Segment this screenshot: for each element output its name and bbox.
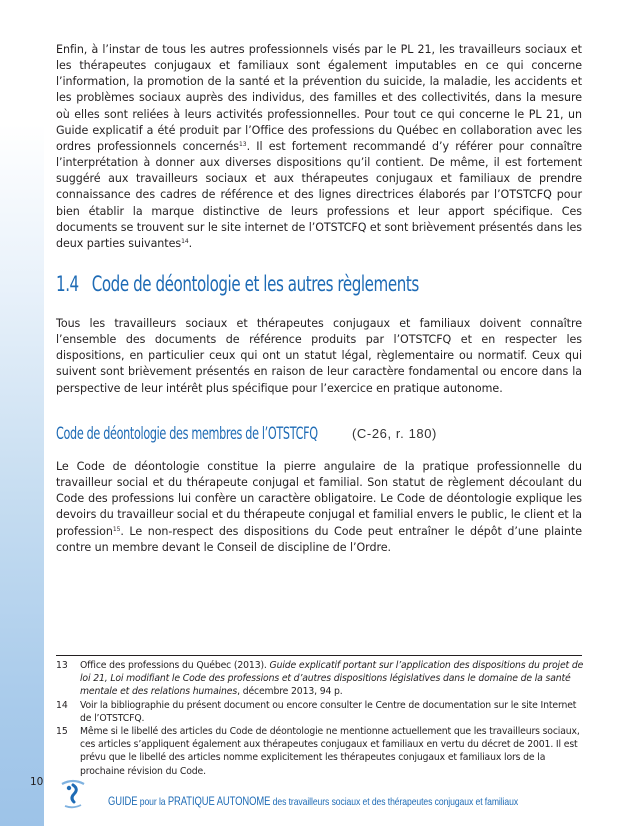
intro-line: et les thérapeutes conjugaux et familiaux sont également imputables en ce qui concerne bbox=[56, 43, 582, 73]
section-line: dispositions, en particulier ceux qui ont un statut légal, règlementaire ou normatif. Ceux bbox=[56, 349, 561, 363]
footer-rest: des travailleurs sociaux et des thérapeutes conjugaux et familiaux bbox=[270, 796, 519, 808]
section-line: qui suivent sont brièvement présentés en raison de leur caractère fondamental ou encore bbox=[56, 349, 582, 379]
footer-pour-la: pour la bbox=[137, 796, 168, 808]
footnote-text: Voir la bibliographie du présent document ou encore consulter le Centre de documentation sur le site Internet de l’OTSTCFQ. bbox=[80, 699, 577, 724]
footnote-number: 13 bbox=[56, 660, 68, 671]
intro-line: spécifique. Ces documents se trouvent sur le site internet de l’OTSTCFQ et sont brièvement bbox=[56, 204, 583, 234]
intro-line: le PL 21, un Guide explicatif a été produit par l’Office des professions du Québec en bbox=[56, 107, 582, 137]
code-paragraph bbox=[56, 459, 582, 556]
footnote-ref-13[interactable]: 13 bbox=[239, 140, 247, 148]
footnote-ref-15[interactable]: 15 bbox=[112, 525, 121, 533]
footnote-number: 15 bbox=[56, 726, 68, 738]
intro-line: . Il est fortement recommandé d’y bbox=[246, 139, 450, 153]
intro-line: même, il est fortement suggéré aux travailleurs sociaux et aux thérapeutes conjugaux et bbox=[56, 156, 582, 186]
intro-paragraph bbox=[56, 42, 582, 252]
footnote-15 bbox=[56, 725, 586, 778]
left-gradient-band bbox=[0, 0, 44, 826]
intro-line: collaboration avec les ordres professionnels concernés bbox=[56, 123, 582, 153]
section-title: Code de déontologie et les autres règlements bbox=[91, 272, 419, 296]
code-line: du Code des professions lui confère un caractère obligatoire. Le Code de déontologie bbox=[56, 476, 582, 506]
code-line: Le Code de déontologie constitue la pierre angulaire de la pratique professionnelle du bbox=[56, 460, 582, 473]
subsection-title: Code de déontologie des membres de l’OTSTCFQ bbox=[56, 424, 318, 444]
page-number: 10 bbox=[30, 776, 44, 788]
footnote-13 bbox=[56, 659, 586, 699]
footnote-text: Même si le libellé des articles du Code de déontologie ne mentionne actuellement que les travailleurs sociaux, ces articles s’appliquent également aux thérapeutes conjugaux et familiaux en vertu du décret de 2001. Il est prévu que le libellé des articles nomme explicitement les thérapeutes conjugaux et familiaux lors de la prochaine révision du Code. bbox=[80, 726, 580, 777]
intro-line: mesure où elles sont reliées à leurs activités professionnelles. Pour tout ce qui concerne bbox=[56, 91, 582, 121]
section-line: l’ensemble des documents de référence produits par l’OTSTCFQ et en respecter les bbox=[56, 333, 582, 347]
code-line: travailleur social et du thérapeute conjugal et familial. Son statut de règlement découlant bbox=[56, 476, 564, 490]
code-line: explique les devoirs du travailleur social et du thérapeute conjugal et familial envers le bbox=[56, 492, 582, 522]
intro-line: référer pour connaître l’interprétation à donner aux diverses dispositions qu’il contient. De bbox=[56, 139, 582, 170]
footnote-tail: , décembre 2013, 94 p. bbox=[237, 686, 343, 698]
section-paragraph bbox=[56, 316, 582, 397]
footnote-ref-14[interactable]: 14 bbox=[181, 237, 189, 245]
footnote-divider bbox=[56, 655, 582, 656]
footnote-title: Guide explicatif portant sur l’application des dispositions du projet de loi 21, Loi modifiant le Code des professions et d’autres dispositions législatives dans le domaine de la santé mentale et des relations humaines bbox=[80, 660, 584, 698]
section-line: dans la perspective de leur intérêt plus spécifique pour l’exercice en pratique autonome. bbox=[56, 365, 582, 395]
intro-line: et les problèmes sociaux auprès des individus, des familles et des collectivités, dans la bbox=[56, 75, 582, 105]
footer-title bbox=[108, 796, 518, 808]
footer-guide: GUIDE bbox=[108, 796, 138, 808]
footnote-number: 14 bbox=[56, 699, 68, 711]
code-line: public, le client et la profession bbox=[56, 508, 582, 538]
intro-line: familiaux de prendre connaissance des cadres de référence et des lignes directrices élaborés bbox=[56, 172, 583, 202]
otstcfq-logo-icon bbox=[56, 776, 90, 810]
intro-line: présentés dans les deux parties suivantes bbox=[56, 220, 582, 250]
section-number: 1.4 bbox=[56, 272, 79, 296]
section-heading bbox=[56, 272, 445, 296]
subsection-reference: (C-26, r. 180) bbox=[352, 426, 437, 441]
code-line: dépôt d’une plainte contre un membre devant le Conseil de discipline de l’Ordre. bbox=[56, 524, 582, 554]
footnote-lead: Office des professions du Québec (2013). bbox=[80, 660, 270, 671]
intro-line: par l’OTSTCFQ pour bien établir la marque distinctive de leurs professions et leur apport bbox=[56, 188, 582, 218]
footnotes bbox=[56, 659, 586, 778]
footer-pratique: PRATIQUE AUTONOME bbox=[167, 796, 271, 808]
intro-line: Enfin, à l’instar de tous les autres professionnels visés par le PL 21, les travailleurs sociaux bbox=[56, 43, 567, 56]
intro-line: l’information, la promotion de la santé et la prévention du suicide, la maladie, les accidents bbox=[56, 75, 567, 89]
section-line: Tous les travailleurs sociaux et thérapeutes conjugaux et familiaux doivent connaître bbox=[56, 317, 582, 330]
intro-line: . bbox=[188, 236, 193, 250]
code-line: . Le non-respect des dispositions du Code peut entraîner le bbox=[120, 524, 465, 538]
footnote-text bbox=[80, 659, 586, 699]
footnote-14 bbox=[56, 699, 586, 725]
